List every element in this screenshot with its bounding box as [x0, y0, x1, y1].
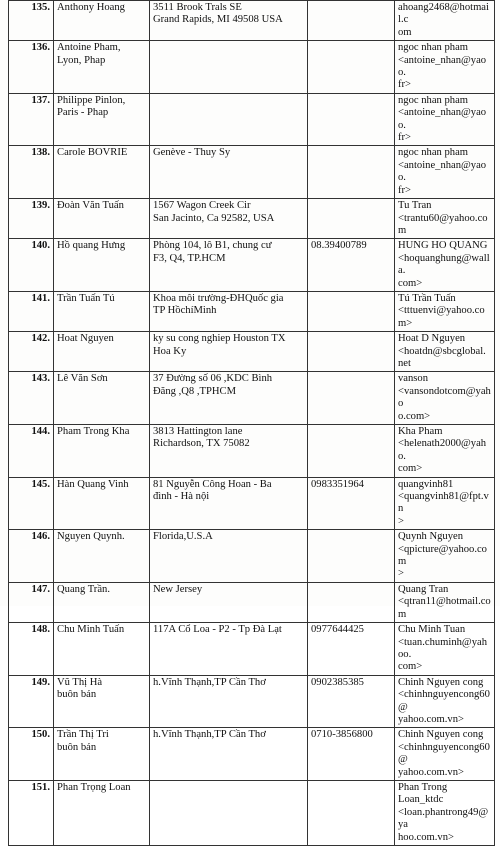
- row-number: 144.: [9, 425, 54, 478]
- table-row: [9, 1, 495, 41]
- row-number: 136.: [9, 41, 54, 94]
- contact-email: Chu Minh Tuan <tuan.chuminh@yahoo. com>: [395, 623, 495, 676]
- table-row: [9, 199, 495, 239]
- contact-phone: [308, 582, 395, 622]
- contact-name: Vũ Thị Hà buôn bán: [54, 675, 150, 728]
- contact-name: Pham Trong Kha: [54, 425, 150, 478]
- contact-name: Carole BOVRIE: [54, 146, 150, 199]
- contact-address: New Jersey: [150, 582, 308, 622]
- contact-phone: [308, 1, 395, 41]
- contact-email: ngoc nhan pham <antoine_nhan@yaoo. fr>: [395, 93, 495, 146]
- row-number: 141.: [9, 291, 54, 331]
- contact-name: Trần Tuấn Tú: [54, 291, 150, 331]
- contact-address: Genève - Thuy Sy: [150, 146, 308, 199]
- table-row: [9, 780, 495, 845]
- contact-address: Florida,U.S.A: [150, 530, 308, 583]
- contact-address: Khoa môi trường-ĐHQuốc gia TP HồchíMinh: [150, 291, 308, 331]
- contact-name: Lê Văn Sơn: [54, 372, 150, 425]
- contact-address: 37 Đường số 06 ,KDC Bình Đăng ,Q8 ,TPHCM: [150, 372, 308, 425]
- contact-name: Antoine Pham, Lyon, Phap: [54, 41, 150, 94]
- contact-address: h.Vĩnh Thạnh,TP Cần Thơ: [150, 675, 308, 728]
- contact-email: Phan Trong Loan_ktdc <loan.phantrong49@ya hoo.com.vn>: [395, 780, 495, 845]
- contact-name: Hàn Quang Vinh: [54, 477, 150, 530]
- contact-email: Chinh Nguyen cong <chinhnguyencong60@ yahoo.com.vn>: [395, 675, 495, 728]
- contact-address: h.Vĩnh Thạnh,TP Cần Thơ: [150, 728, 308, 781]
- table-row: [9, 728, 495, 781]
- row-number: 149.: [9, 675, 54, 728]
- contact-email: HUNG HO QUANG <hoquanghung@walla. com>: [395, 239, 495, 292]
- contact-phone: [308, 291, 395, 331]
- contact-table: [8, 0, 495, 846]
- table-row: [9, 41, 495, 94]
- contact-email: ahoang2468@hotmail.c om: [395, 1, 495, 41]
- row-number: 146.: [9, 530, 54, 583]
- contact-email: vanson <vansondotcom@yaho o.com>: [395, 372, 495, 425]
- contact-email: Hoat D Nguyen <hoatdn@sbcglobal.net: [395, 332, 495, 372]
- contact-name: Trần Thị Tri buôn bán: [54, 728, 150, 781]
- contact-address: 3511 Brook Trals SE Grand Rapids, MI 49508 USA: [150, 1, 308, 41]
- contact-email: Tu Tran <trantu60@yahoo.com: [395, 199, 495, 239]
- contact-phone: 0983351964: [308, 477, 395, 530]
- row-number: 151.: [9, 780, 54, 845]
- row-number: 137.: [9, 93, 54, 146]
- contact-phone: 08.39400789: [308, 239, 395, 292]
- row-number: 138.: [9, 146, 54, 199]
- table-row: [9, 146, 495, 199]
- table-row: [9, 675, 495, 728]
- table-row: [9, 582, 495, 622]
- contact-address: 117A Cổ Loa - P2 - Tp Đà Lạt: [150, 623, 308, 676]
- contact-phone: [308, 199, 395, 239]
- contact-name: Hoat Nguyen: [54, 332, 150, 372]
- table-row: [9, 291, 495, 331]
- row-number: 145.: [9, 477, 54, 530]
- table-row: [9, 372, 495, 425]
- contact-email: quangvinh81 <quangvinh81@fpt.vn >: [395, 477, 495, 530]
- contact-phone: 0710-3856800: [308, 728, 395, 781]
- table-row: [9, 623, 495, 676]
- row-number: 135.: [9, 1, 54, 41]
- contact-name: Đoàn Văn Tuấn: [54, 199, 150, 239]
- contact-phone: 0977644425: [308, 623, 395, 676]
- table-row: [9, 93, 495, 146]
- contact-address: 3813 Hattington lane Richardson, TX 75082: [150, 425, 308, 478]
- contact-phone: [308, 372, 395, 425]
- contact-phone: [308, 530, 395, 583]
- contact-address: [150, 93, 308, 146]
- row-number: 148.: [9, 623, 54, 676]
- contact-name: Nguyen Quynh.: [54, 530, 150, 583]
- contact-name: Anthony Hoang: [54, 1, 150, 41]
- contact-address: ky su cong nghiep Houston TX Hoa Ky: [150, 332, 308, 372]
- contact-phone: [308, 332, 395, 372]
- contact-phone: [308, 780, 395, 845]
- contact-phone: [308, 425, 395, 478]
- contact-name: Phan Trọng Loan: [54, 780, 150, 845]
- contact-email: Kha Pham <helenath2000@yaho. com>: [395, 425, 495, 478]
- table-row: [9, 332, 495, 372]
- contact-name: Philippe Pinlon, Paris - Phap: [54, 93, 150, 146]
- contact-address: Phòng 104, lô B1, chung cư F3, Q4, TP.HCM: [150, 239, 308, 292]
- contact-name: Quang Trần.: [54, 582, 150, 622]
- contact-name: Hồ quang Hưng: [54, 239, 150, 292]
- row-number: 143.: [9, 372, 54, 425]
- table-row: [9, 239, 495, 292]
- contact-email: Quang Tran <qtran11@hotmail.com: [395, 582, 495, 622]
- contact-phone: 0902385385: [308, 675, 395, 728]
- contact-phone: [308, 41, 395, 94]
- contact-email: ngoc nhan pham <antoine_nhan@yaoo. fr>: [395, 41, 495, 94]
- contact-address: 1567 Wagon Creek Cir San Jacinto, Ca 92582, USA: [150, 199, 308, 239]
- contact-phone: [308, 93, 395, 146]
- contact-email: Tú Trần Tuấn <tttuenvi@yahoo.com>: [395, 291, 495, 331]
- row-number: 142.: [9, 332, 54, 372]
- table-row: [9, 425, 495, 478]
- contact-email: ngoc nhan pham <antoine_nhan@yaoo. fr>: [395, 146, 495, 199]
- table-row: [9, 477, 495, 530]
- contact-email: Quynh Nguyen <qpicture@yahoo.com >: [395, 530, 495, 583]
- contact-phone: [308, 146, 395, 199]
- contact-email: Chinh Nguyen cong <chinhnguyencong60@ yahoo.com.vn>: [395, 728, 495, 781]
- table-row: [9, 530, 495, 583]
- contact-name: Chu Minh Tuấn: [54, 623, 150, 676]
- row-number: 150.: [9, 728, 54, 781]
- row-number: 140.: [9, 239, 54, 292]
- row-number: 139.: [9, 199, 54, 239]
- contact-address: [150, 780, 308, 845]
- contact-address: 81 Nguyễn Công Hoan - Ba đình - Hà nội: [150, 477, 308, 530]
- contact-address: [150, 41, 308, 94]
- row-number: 147.: [9, 582, 54, 622]
